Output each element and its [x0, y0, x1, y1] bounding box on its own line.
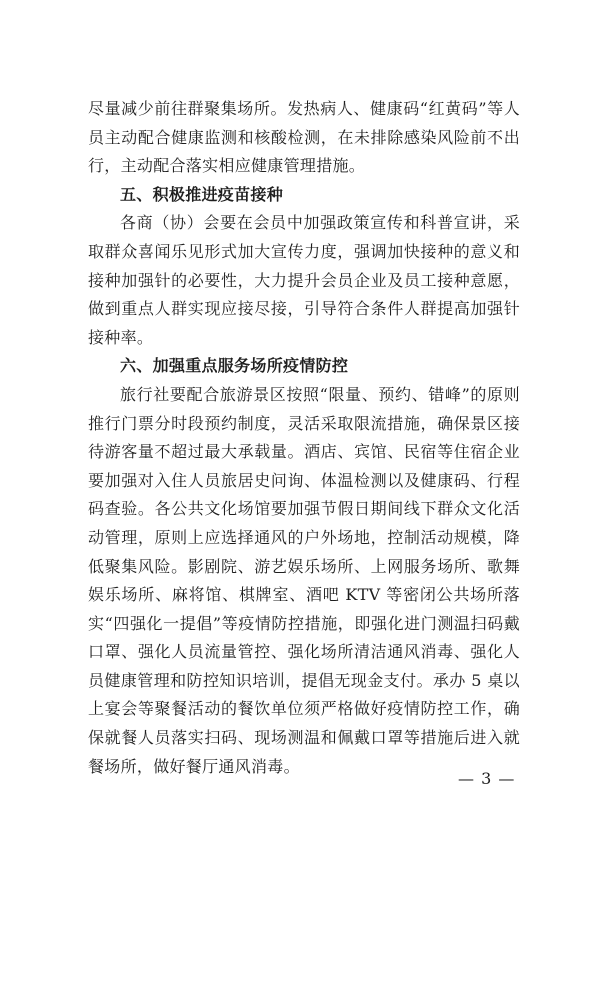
paragraph-health-monitoring: 尽量减少前往群聚集场所。发热病人、健康码“红黄码”等人员主动配合健康监测和核酸检测，在未排除感染风险前不出行，主动配合落实相应健康管理措施。: [88, 99, 520, 176]
section-heading-service-venues: 六、加强重点服务场所疫情防控: [120, 356, 349, 376]
document-body: [88, 95, 520, 781]
section-heading-vaccination: 五、积极推进疫苗接种: [120, 184, 284, 204]
paragraph-vaccination: 各商（协）会要在会员中加强政策宣传和科普宣讲，采取群众喜闻乐见形式加大宣传力度，强调加快接种的意义和接种加强针的必要性，大力提升会员企业及员工接种意愿，做到重点人群实现应接尽接，引导符合条件人群提高加强针接种率。: [88, 213, 520, 347]
page-number: — 3 —: [458, 769, 516, 788]
paragraph-service-venues: 旅行社要配合旅游景区按照“限量、预约、错峰”的原则推行门票分时段预约制度，灵活采取限流措施，确保景区接待游客量不超过最大承载量。酒店、宾馆、民宿等住宿企业要加强对入住人员旅居史问询、体温检测以及健康码、行程码查验。各公共文化场馆要加强节假日期间线下群众文化活动管理，原则上应选择通风的户外场地，控制活动规模，降低聚集风险。影剧院、游艺娱乐场所、上网服务场所、歌舞娱乐场所、麻将馆、棋牌室、酒吧 KTV 等密闭公共场所落实“四强化一提倡”等疫情防控措施，即强化进门测温扫码戴口罩、强化人员流量管控、强化场所清洁通风消毒、强化人员健康管理和防控知识培训，提倡无现金支付。承办 5 桌以上宴会等聚餐活动的餐饮单位须严格做好疫情防控工作，确保就餐人员落实扫码、现场测温和佩戴口罩等措施后进入就餐场所，做好餐厅通风消毒。: [88, 384, 520, 776]
